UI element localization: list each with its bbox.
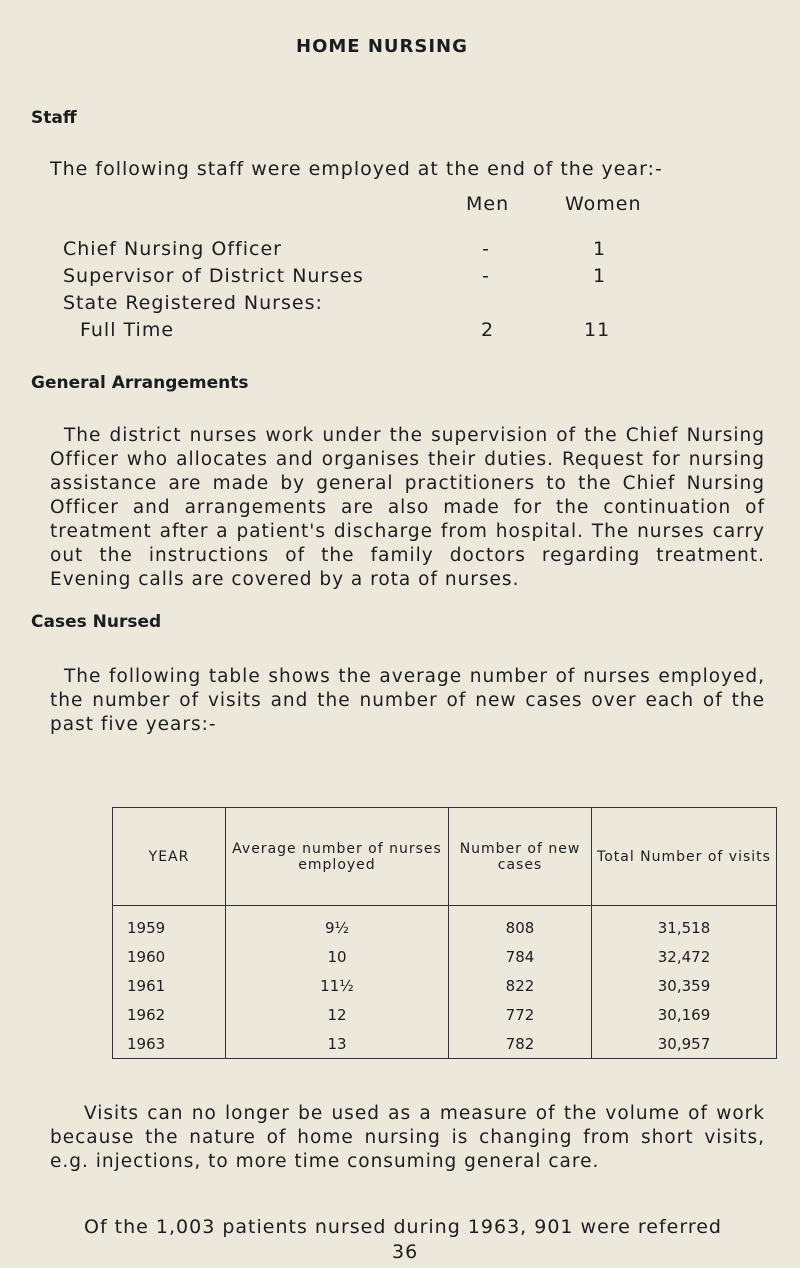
cell-new-cases: 782 [449,1029,592,1059]
table-row [113,971,777,1000]
cell-year: 1961 [113,971,226,1000]
staff-men: - [482,238,490,260]
cell-visits: 30,359 [592,971,777,1000]
cell-year: 1959 [113,906,226,943]
table-row [113,906,777,943]
cell-visits: 30,169 [592,1000,777,1029]
cell-new-cases: 784 [449,942,592,971]
cell-visits: 31,518 [592,906,777,943]
page-number: 36 [392,1241,419,1263]
col-men: Men [466,193,510,215]
cell-visits: 30,957 [592,1029,777,1059]
staff-label: Full Time [80,319,175,341]
cases-heading: Cases Nursed [31,612,162,632]
cell-new-cases: 822 [449,971,592,1000]
staff-intro: The following staff were employed at the end of the year:- [50,158,663,180]
staff-women: 1 [593,265,607,287]
cell-year: 1962 [113,1000,226,1029]
staff-heading: Staff [31,108,77,128]
last-line: Of the 1,003 patients nursed during 1963, 901 were referred [84,1216,722,1238]
cases-text: The following table shows the average number of nurses employed, the number of visits and the number of new cases over each of the past five years:- [50,666,765,735]
staff-men: 2 [481,319,495,341]
cases-table [112,807,777,1059]
staff-label: Chief Nursing Officer [63,238,282,260]
cell-nurses: 10 [226,942,449,971]
staff-women: 1 [593,238,607,260]
staff-label: State Registered Nurses: [63,292,323,314]
table-row [113,942,777,971]
table-row [113,1029,777,1059]
visits-text: Visits can no longer be used as a measure of the volume of work because the nature of home nursing is changing from short visits, e.g. injections, to more time consuming general care. [50,1103,765,1172]
col-women: Women [565,193,642,215]
cell-year: 1960 [113,942,226,971]
cell-year: 1963 [113,1029,226,1059]
general-heading: General Arrangements [31,373,249,393]
staff-women: 11 [584,319,611,341]
cell-visits: 32,472 [592,942,777,971]
header-visits: Total Number of visits [592,808,777,906]
header-nurses: Average number of nurses employed [226,808,449,906]
page-title: HOME NURSING [296,36,468,57]
cell-nurses: 9½ [226,906,449,943]
staff-men: - [482,265,490,287]
staff-label: Supervisor of District Nurses [63,265,364,287]
general-text: The district nurses work under the supervision of the Chief Nursing Officer who allocates and organises their duties. Request for nursing assistance are made by general practitioners to the Chief Nursing Officer and arrangements are also made for the continuation of treatment after a patient's discharge from hospital. The nurses carry out the instructions of the family doctors regarding treatment. Evening calls are covered by a rota of nurses. [50,425,765,590]
cell-nurses: 13 [226,1029,449,1059]
cell-nurses: 11½ [226,971,449,1000]
table-row [113,1000,777,1029]
cell-new-cases: 772 [449,1000,592,1029]
cell-nurses: 12 [226,1000,449,1029]
header-new-cases: Number of new cases [449,808,592,906]
cell-new-cases: 808 [449,906,592,943]
header-year: YEAR [113,808,226,906]
